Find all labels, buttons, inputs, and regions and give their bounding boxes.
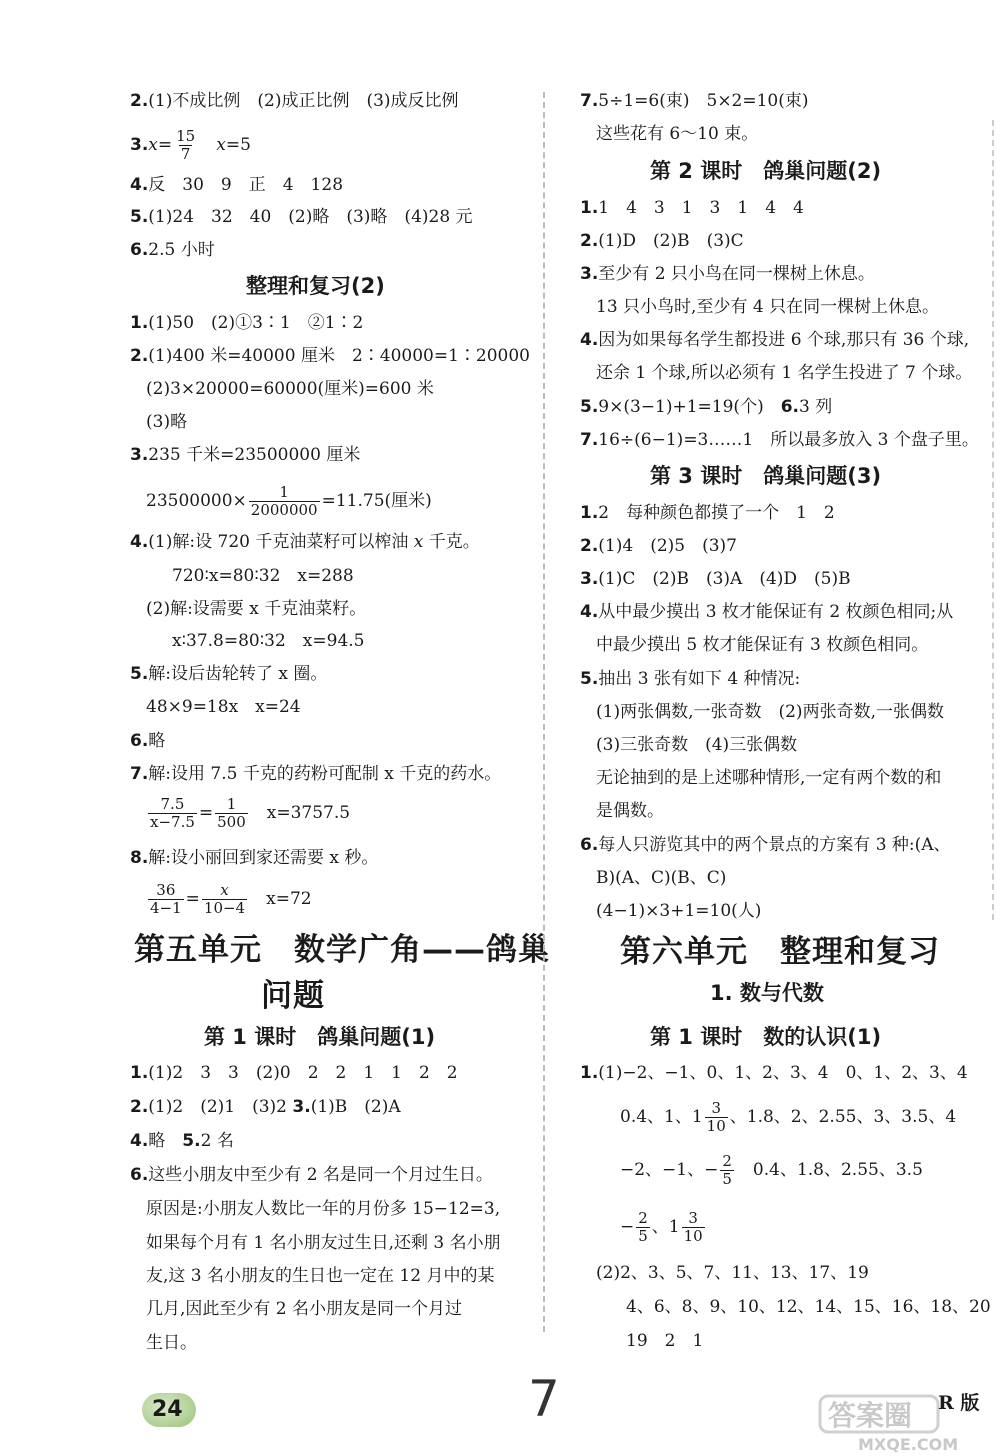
numrec-answer-2c: 19 2 1 <box>626 1331 704 1351</box>
fraction: $\frac{x}{10-4}$ <box>203 881 246 917</box>
review2-answer-4c: (2)解:设需要 x 千克油菜籽。 <box>146 599 367 619</box>
lesson3-answer-6b: B)(A、C)(B、C) <box>596 868 727 888</box>
lesson1-answer-6d: 友,这 3 名小朋友的生日也一定在 12 月中的某 <box>146 1266 495 1286</box>
lesson1-title: 第 1 课时 鸽巢问题(1) <box>204 1025 436 1049</box>
lesson3-answer-1: 1.2 每种颜色都摸了一个 1 2 <box>580 503 835 523</box>
review2-answer-2c: (3)略 <box>146 412 188 432</box>
review2-answer-7b: $\frac{7.5}{x-7.5}$ = $\frac{1}{500}$ x=3757.5 <box>150 795 351 831</box>
answer-2: 2.(1)不成比例 (2)成正比例 (3)成反比例 <box>130 91 459 111</box>
lesson1-answer-1: 1.(1)2 3 3 (2)0 2 2 1 1 2 2 <box>130 1063 458 1083</box>
review2-answer-3b: 23500000× $\frac{1}{2000000}$ =11.75(厘米) <box>146 483 432 519</box>
numrec-answer-1c: −2、−1、− $\frac{2}{5}$ 0.4、1.8、2.55、3.5 <box>620 1152 923 1188</box>
lesson1-answer-6f: 生日。 <box>146 1333 197 1353</box>
lesson2-answer-7: 7.16÷(6−1)=3……1 所以最多放入 3 个盘子里。 <box>580 430 979 450</box>
lesson1-answer-6c: 如果每个月有 1 名小朋友过生日,还剩 3 名小朋 <box>146 1233 501 1253</box>
review2-answer-4a: 4.(1)解:设 720 千克油菜籽可以榨油 x 千克。 <box>130 532 480 552</box>
unit5-title-line1: 第五单元 数学广角——鸽巢 <box>134 932 550 968</box>
answer-6: 6.2.5 小时 <box>130 240 215 260</box>
fraction: $\frac{7.5}{x-7.5}$ <box>150 795 195 831</box>
review2-answer-5b: 48×9=18x x=24 <box>146 697 301 717</box>
review2-answer-4b: 720∶x=80∶32 x=288 <box>172 566 354 586</box>
fraction: $\frac{2}{5}$ <box>638 1209 648 1245</box>
fraction: $\frac{1}{500}$ <box>217 795 246 831</box>
lesson2-answer-3a: 3.至少有 2 只小鸟在同一棵树上休息。 <box>580 264 875 284</box>
numrec-answer-2a: (2)2、3、5、7、11、13、17、19 <box>596 1263 869 1283</box>
lesson2-answer-4b: 还余 1 个球,所以必须有 1 名学生投进了 7 个球。 <box>596 363 973 383</box>
lesson3-answer-5a: 5.抽出 3 张有如下 4 种情况: <box>580 669 801 689</box>
numrec-answer-1d: − $\frac{2}{5}$ 、1 $\frac{3}{10}$ <box>620 1209 703 1245</box>
lesson3-answer-5c: (3)三张奇数 (4)三张偶数 <box>596 735 798 755</box>
lesson2-answer-1: 1.1 4 3 1 3 1 4 4 <box>580 198 804 218</box>
page-number: 24 <box>152 1397 183 1422</box>
review2-answer-5a: 5.解:设后齿轮转了 x 圈。 <box>130 664 328 684</box>
lesson3-answer-6a: 6.每人只游览其中的两个景点的方案有 3 种:(A、 <box>580 835 951 855</box>
unit5-title-line2: 问题 <box>261 978 325 1014</box>
lesson2-answer-4a: 4.因为如果每名学生都投进 6 个球,那只有 36 个球, <box>580 330 970 350</box>
binding-edge <box>992 120 994 920</box>
lesson3-answer-3: 3.(1)C (2)B (3)A (4)D (5)B <box>580 569 851 589</box>
review2-answer-4d: x∶37.8=80∶32 x=94.5 <box>172 631 365 651</box>
fraction: $\frac{1}{2000000}$ <box>250 483 318 519</box>
answer-3: 3.x= $\frac{15}{7}$ x=5 <box>130 127 251 163</box>
lesson1-answer-6b: 原因是:小朋友人数比一年的月份多 15−12=3, <box>146 1199 501 1219</box>
review2-answer-8b: $\frac{36}{4-1}$ = $\frac{x}{10-4}$ x=72 <box>150 881 312 917</box>
lesson1-answer-2-3: 2.(1)2 (2)1 (3)2 3.(1)B (2)A <box>130 1097 401 1117</box>
edition-label: R 版 <box>938 1392 980 1414</box>
lesson3-answer-6c: (4−1)×3+1=10(人) <box>596 901 762 921</box>
lesson3-answer-2: 2.(1)4 (2)5 (3)7 <box>580 536 737 556</box>
lesson-number-recognition-title: 第 1 课时 数的认识(1) <box>650 1025 882 1049</box>
answer-7b: 这些花有 6～10 束。 <box>596 124 759 144</box>
review2-answer-2b: (2)3×20000=60000(厘米)=600 米 <box>146 379 434 399</box>
lesson3-answer-5d: 无论抽到的是上述哪种情形,一定有两个数的和 <box>596 768 942 788</box>
numrec-answer-2b: 4、6、8、9、10、12、14、15、16、18、20 <box>626 1297 991 1317</box>
watermark-text: 答案圈 <box>828 1399 913 1432</box>
answer-5: 5.(1)24 32 40 (2)略 (3)略 (4)28 元 <box>130 207 473 227</box>
lesson3-answer-5b: (1)两张偶数,一张奇数 (2)两张奇数,一张偶数 <box>596 702 944 722</box>
review2-answer-3a: 3.235 千米=23500000 厘米 <box>130 445 361 465</box>
lesson1-answer-4-5: 4.略 5.2 名 <box>130 1131 234 1151</box>
fraction: $\frac{36}{4-1}$ <box>150 881 182 917</box>
numrec-answer-1b: 0.4、1、1 $\frac{3}{10}$ 、1.8、2、2.55、3、3.5、4 <box>620 1099 957 1135</box>
watermark-url: MXQE.COM <box>858 1435 959 1454</box>
fraction: $\frac{2}{5}$ <box>722 1152 732 1188</box>
review2-answer-6: 6.略 <box>130 731 166 751</box>
column-divider <box>543 92 545 1332</box>
lesson2-answer-2: 2.(1)D (2)B (3)C <box>580 231 744 251</box>
section-numbers-algebra: 1. 数与代数 <box>710 981 824 1005</box>
review2-answer-2a: 2.(1)400 米=40000 厘米 2∶40000=1∶20000 <box>130 346 530 366</box>
lesson3-title: 第 3 课时 鸽巢问题(3) <box>650 464 882 488</box>
fraction: $\frac{3}{10}$ <box>683 1209 703 1245</box>
lesson1-answer-6a: 6.这些小朋友中至少有 2 名是同一个月过生日。 <box>130 1165 493 1185</box>
lesson2-answer-5-6: 5.9×(3−1)+1=19(个) 6.3 列 <box>580 397 833 417</box>
answer-7a: 7.5÷1=6(束) 5×2=10(束) <box>580 91 809 111</box>
fraction: $\frac{15}{7}$ <box>176 127 196 163</box>
lesson3-answer-5e: 是偶数。 <box>596 801 664 821</box>
review2-answer-8a: 8.解:设小丽回到家还需要 x 秒。 <box>130 848 379 868</box>
review2-answer-1: 1.(1)50 (2)①3∶1 ②1∶2 <box>130 313 364 333</box>
numrec-answer-1a: 1.(1)−2、−1、0、1、2、3、4 0、1、2、3、4 <box>580 1063 968 1083</box>
lesson3-answer-4b: 中最少摸出 5 枚才能保证有 3 枚颜色相同。 <box>596 635 929 655</box>
lesson3-answer-4a: 4.从中最少摸出 3 枚才能保证有 2 枚颜色相同;从 <box>580 602 954 622</box>
lesson2-answer-3b: 13 只小鸟时,至少有 4 只在同一棵树上休息。 <box>596 297 940 317</box>
section-title-review2: 整理和复习(2) <box>246 274 385 298</box>
unit6-title: 第六单元 整理和复习 <box>620 934 940 970</box>
handwritten-mark: 7 <box>528 1370 560 1428</box>
review2-answer-7a: 7.解:设用 7.5 千克的药粉可配制 x 千克的药水。 <box>130 764 502 784</box>
lesson2-title: 第 2 课时 鸽巢问题(2) <box>650 159 882 183</box>
lesson1-answer-6e: 几月,因此至少有 2 名小朋友是同一个月过 <box>146 1299 463 1319</box>
answer-4: 4.反 30 9 正 4 128 <box>130 175 344 195</box>
fraction: $\frac{3}{10}$ <box>706 1099 726 1135</box>
